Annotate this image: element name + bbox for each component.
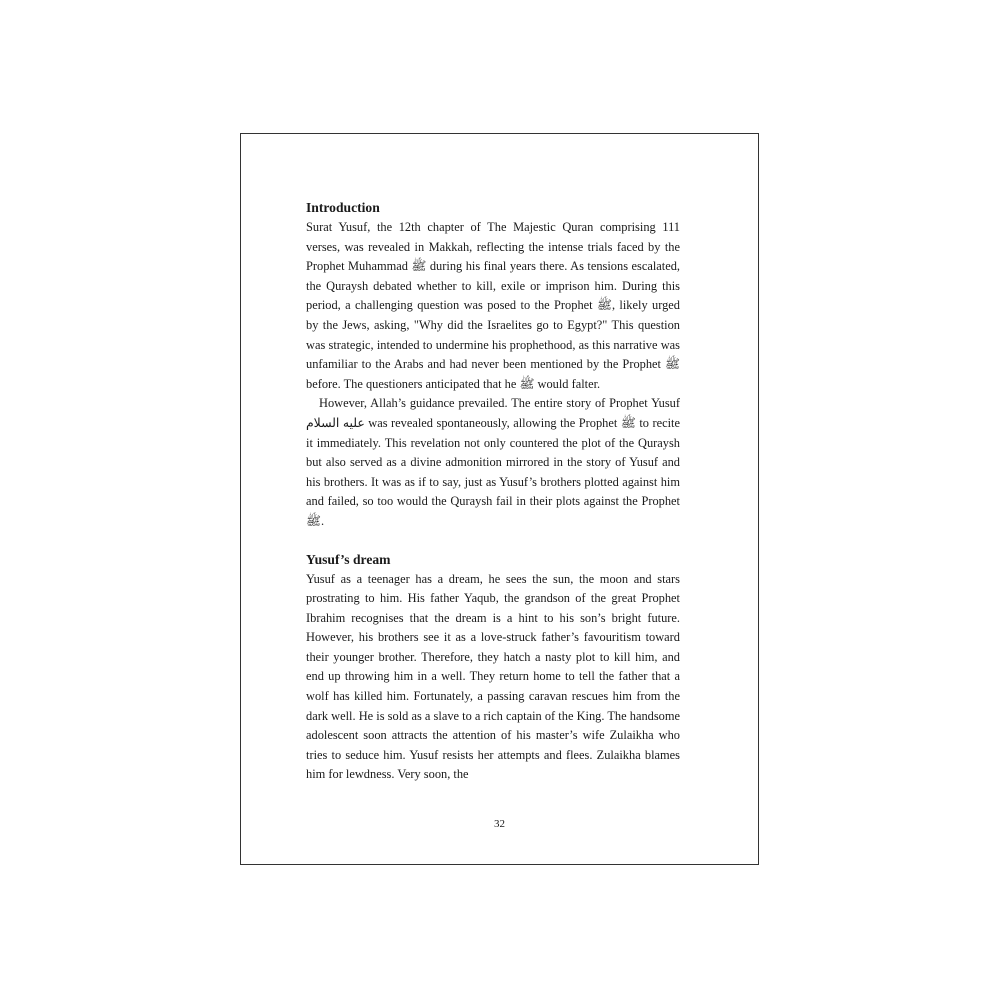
section-heading-yusufs-dream: Yusuf’s dream bbox=[306, 551, 391, 567]
section-heading-introduction: Introduction bbox=[306, 200, 380, 215]
paragraph: However, Allah’s guidance prevailed. The entire story of Prophet Yusuf عليه السلام was revealed spontaneously, allowing the Prophet ﷺ to recite it immediately. This revelation not only countered the plot of the Quraysh but also served as a divine admonition mirrored in the story of Yusuf and his brothers. It was as if to say, just as Yusuf’s brothers plotted against him and failed, so too would the Quraysh fail in their plots against the Prophet ﷺ. bbox=[306, 396, 680, 528]
page-content bbox=[306, 198, 680, 785]
paragraph: Yusuf as a teenager has a dream, he sees the sun, the moon and stars prostrating to him. His father Yaqub, the grandson of the great Prophet Ibrahim recognises that the dream is a hint to his son’s bright future. However, his brothers see it as a love-struck father’s favouritism toward their younger brother. Therefore, they hatch a nasty plot to kill him, and end up throwing him in a well. They return home to tell the father that a wolf has killed him. Fortunately, a passing caravan rescues him from the dark well. He is sold as a slave to a rich captain of the King. The handsome adolescent soon attracts the attention of his master’s wife Zulaikha who tries to seduce him. Yusuf resists her attempts and flees. Zulaikha blames him for lewdness. Very soon, the bbox=[306, 571, 680, 782]
page-number: 32 bbox=[494, 818, 505, 830]
paragraph: Surat Yusuf, the 12th chapter of The Majestic Quran comprising 111 verses, was revealed in Makkah, reflecting the intense trials faced by the Prophet Muhammad ﷺ during his final years there. As tensions escalated, the Quraysh debated whether to kill, exile or imprison him. During this period, a challenging question was posed to the Prophet ﷺ, likely urged by the Jews, asking, "Why did the Israelites go to Egypt?" This question was strategic, intended to undermine his prophethood, as this narrative was unfamiliar to the Arabs and had never been mentioned by the Prophet ﷺ before. The questioners anticipated that he ﷺ would falter. bbox=[306, 220, 681, 391]
book-page bbox=[240, 133, 759, 865]
